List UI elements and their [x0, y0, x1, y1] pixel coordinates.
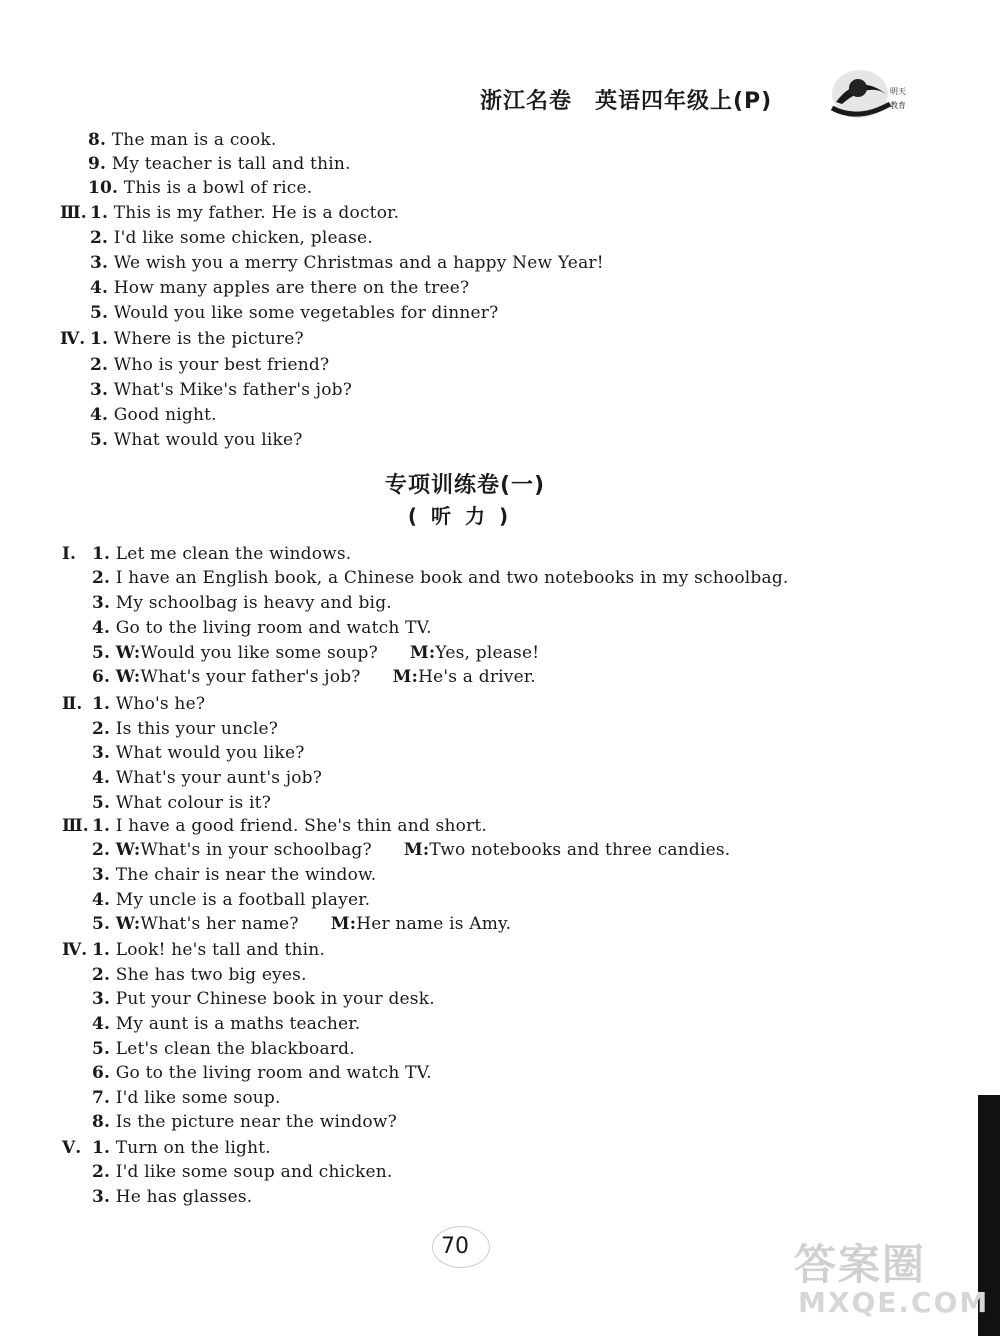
section-numeral: Ⅳ. — [62, 940, 88, 960]
list-item: 8. Is the picture near the window? — [92, 1112, 397, 1132]
list-item: 5. Would you like some vegetables for dinner? — [90, 303, 499, 323]
list-item: 9. My teacher is tall and thin. — [88, 154, 351, 174]
section-numeral: Ⅲ. — [60, 203, 87, 223]
list-item: 4. My uncle is a football player. — [92, 890, 371, 910]
dialogue-item: 2. W:What's in your schoolbag? M:Two notebooks and three candies. — [92, 840, 731, 860]
section-subtitle: (听力) — [407, 504, 523, 528]
watermark — [794, 1232, 990, 1322]
dialogue-item: 5. W:What's her name? M:Her name is Amy. — [92, 914, 512, 934]
list-item: 4. My aunt is a maths teacher. — [92, 1014, 361, 1034]
list-item: 10. This is a bowl of rice. — [88, 178, 313, 198]
list-item: 3. The chair is near the window. — [92, 865, 377, 885]
logo-text-top: 明天 — [890, 87, 906, 96]
section-title: 专项训练卷(一) — [384, 473, 546, 498]
list-item: 3. He has glasses. — [92, 1187, 253, 1207]
list-item: 4. What's your aunt's job? — [92, 768, 323, 788]
list-item: 4. Go to the living room and watch TV. — [92, 618, 432, 638]
list-item: 2. I'd like some chicken, please. — [90, 228, 373, 248]
list-item: 2. Who is your best friend? — [90, 355, 330, 375]
dialogue-item: 5. W:Would you like some soup? M:Yes, please! — [92, 643, 540, 663]
list-item: 1. This is my father. He is a doctor. — [90, 203, 400, 223]
list-item: 3. We wish you a merry Christmas and a happy New Year! — [90, 253, 604, 273]
logo-text-bottom: 教育 — [890, 101, 906, 110]
section-numeral: Ⅴ. — [62, 1138, 82, 1158]
list-item: 2. I have an English book, a Chinese book and two notebooks in my schoolbag. — [92, 568, 789, 588]
page-number: 70 — [441, 1234, 469, 1259]
list-item: 1. I have a good friend. She's thin and short. — [92, 816, 488, 836]
list-item: 2. She has two big eyes. — [92, 965, 307, 985]
list-item: 8. The man is a cook. — [88, 130, 277, 150]
list-item: 4. Good night. — [90, 405, 217, 425]
watermark-logo-text: 答案圈 — [794, 1240, 927, 1289]
list-item: 6. Go to the living room and watch TV. — [92, 1063, 432, 1083]
list-item: 3. What would you like? — [92, 743, 305, 763]
list-item: 1. Turn on the light. — [92, 1138, 271, 1158]
list-item: 2. I'd like some soup and chicken. — [92, 1162, 393, 1182]
watermark-url: MXQE.COM — [798, 1286, 990, 1319]
list-item: 3. Put your Chinese book in your desk. — [92, 989, 435, 1009]
section-numeral: Ⅲ. — [62, 816, 89, 836]
header-title: 浙江名卷 英语四年级上(P) — [480, 89, 773, 114]
list-item: 1. Look! he's tall and thin. — [92, 940, 326, 960]
list-item: 7. I'd like some soup. — [92, 1088, 281, 1108]
list-item: 2. Is this your uncle? — [92, 719, 279, 739]
list-item: 5. Let's clean the blackboard. — [92, 1039, 355, 1059]
dialogue-item: 6. W:What's your father's job? M:He's a driver. — [92, 667, 536, 687]
page-header — [470, 82, 940, 122]
list-item: 1. Who's he? — [92, 694, 206, 714]
section-numeral: Ⅱ. — [62, 694, 83, 714]
list-item: 3. My schoolbag is heavy and big. — [92, 593, 392, 613]
list-item: 3. What's Mike's father's job? — [90, 380, 353, 400]
section-numeral: Ⅳ. — [60, 329, 86, 349]
list-item: 5. What colour is it? — [92, 793, 272, 813]
list-item: 1. Where is the picture? — [90, 329, 304, 349]
section-numeral: Ⅰ. — [62, 544, 76, 564]
list-item: 5. What would you like? — [90, 430, 303, 450]
list-item: 4. How many apples are there on the tree? — [90, 278, 470, 298]
list-item: 1. Let me clean the windows. — [92, 544, 352, 564]
